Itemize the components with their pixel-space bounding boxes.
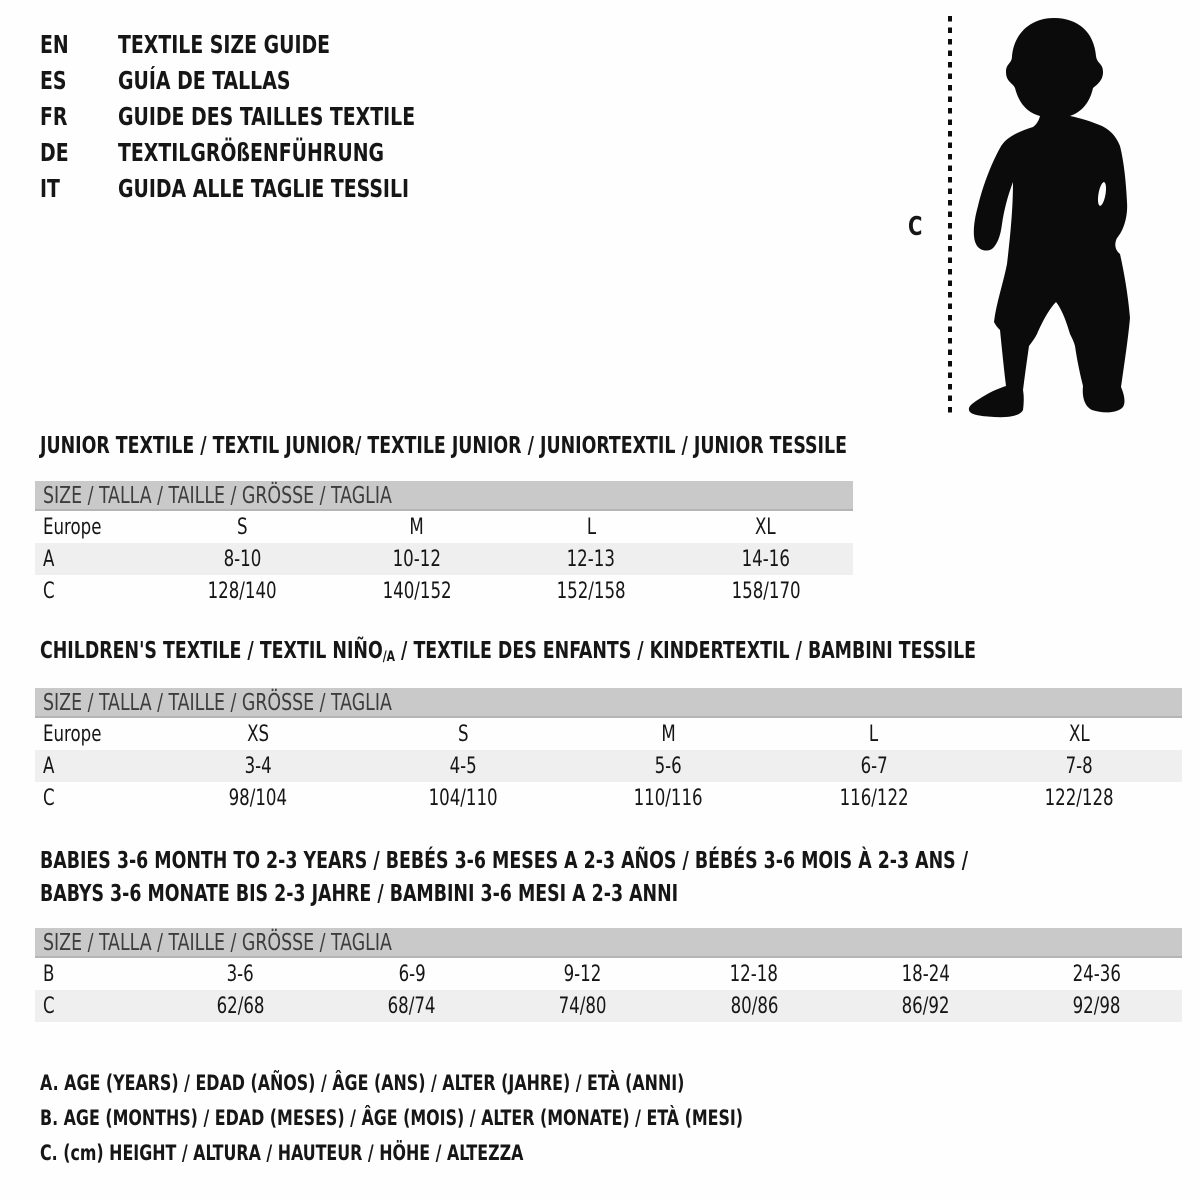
language-row-es	[40, 62, 472, 98]
table-cell: 12-13	[567, 546, 616, 572]
table-cell: 6-7	[860, 753, 888, 779]
table-row	[35, 750, 1182, 782]
section-title-children: CHILDREN'S TEXTILE / TEXTIL NIÑO/A / TEXTILE DES ENFANTS / KINDERTEXTIL / BAMBINI TESSILE	[40, 638, 977, 666]
table-row	[35, 718, 1182, 750]
table-row	[35, 958, 1182, 990]
table-cell: 122/128	[1044, 785, 1114, 811]
language-title: GUÍA DE TALLAS	[118, 65, 291, 95]
size-header: SIZE / TALLA / TAILLE / GRÖSSE / TAGLIA	[43, 690, 392, 716]
table-cell: 3-6	[227, 961, 255, 987]
language-code: FR	[40, 101, 68, 131]
section-title-junior: JUNIOR TEXTILE / TEXTIL JUNIOR/ TEXTILE JUNIOR / JUNIORTEXTIL / JUNIOR TESSILE	[40, 433, 847, 459]
table-cell: 18-24	[901, 961, 950, 987]
table-cell: 6-9	[398, 961, 426, 987]
table-cell: XS	[246, 721, 269, 747]
table-cell: 8-10	[223, 546, 262, 572]
size-header: SIZE / TALLA / TAILLE / GRÖSSE / TAGLIA	[43, 483, 392, 509]
table-row	[35, 575, 853, 607]
table-cell: 3-4	[244, 753, 272, 779]
size-table-babies	[35, 928, 1182, 1022]
section-title-babies-line2: BABYS 3-6 MONATE BIS 2-3 JAHRE / BAMBINI 3-6 MESI A 2-3 ANNI	[40, 881, 679, 907]
size-table-children	[35, 688, 1182, 814]
table-cell: 7-8	[1065, 753, 1093, 779]
language-title: TEXTILE SIZE GUIDE	[118, 29, 331, 59]
size-table-junior	[35, 481, 853, 607]
table-cell: L	[869, 721, 879, 747]
table-cell: 80/86	[730, 993, 779, 1019]
table-cell: S	[457, 721, 469, 747]
table-cell: 62/68	[216, 993, 265, 1019]
language-code: ES	[40, 65, 67, 95]
table-row	[35, 990, 1182, 1022]
language-title: GUIDE DES TAILLES TEXTILE	[118, 101, 416, 131]
table-cell: 116/122	[839, 785, 909, 811]
language-title: GUIDA ALLE TAGLIE TESSILI	[118, 173, 410, 203]
table-cell: S	[236, 514, 248, 540]
row-label: Europe	[43, 514, 102, 540]
table-cell: L	[586, 514, 596, 540]
size-header: SIZE / TALLA / TAILLE / GRÖSSE / TAGLIA	[43, 930, 392, 956]
section-title-babies-line1: BABIES 3-6 MONTH TO 2-3 YEARS / BEBÉS 3-6 MESES A 2-3 AÑOS / BÉBÉS 3-6 MOIS À 2-3 ANS /	[40, 848, 969, 874]
table-cell: M	[409, 514, 424, 540]
row-label: C	[43, 993, 55, 1019]
height-measure-dashed-line	[948, 16, 952, 418]
table-row	[35, 543, 853, 575]
language-row-en	[40, 26, 472, 62]
table-cell: 9-12	[564, 961, 602, 987]
table-cell: 74/80	[558, 993, 607, 1019]
table-cell: 104/110	[428, 785, 498, 811]
language-row-fr	[40, 98, 472, 134]
table-cell: 12-18	[729, 961, 779, 987]
row-label: C	[43, 785, 55, 811]
table-cell: M	[661, 721, 676, 747]
language-code: IT	[40, 173, 60, 203]
measure-legend	[40, 1066, 877, 1171]
language-list	[40, 26, 472, 206]
table-cell: 158/170	[731, 578, 801, 604]
table-cell: 152/158	[556, 578, 626, 604]
table-cell: 110/116	[633, 785, 704, 811]
table-row	[35, 782, 1182, 814]
legend-line-b: B. AGE (MONTHS) / EDAD (MESES) / ÂGE (MOIS) / ALTER (MONATE) / ETÀ (MESI)	[40, 1106, 744, 1130]
toddler-silhouette-icon	[962, 14, 1142, 419]
table-cell: 14-16	[741, 546, 790, 572]
language-row-de	[40, 134, 472, 170]
table-cell: 140/152	[382, 578, 452, 604]
language-row-it	[40, 170, 472, 206]
table-cell: 68/74	[387, 993, 436, 1019]
table-cell: XL	[1068, 721, 1090, 747]
legend-line-a: A. AGE (YEARS) / EDAD (AÑOS) / ÂGE (ANS) / ALTER (JAHRE) / ETÀ (ANNI)	[40, 1071, 685, 1095]
table-cell: 10-12	[392, 546, 441, 572]
table-cell: 5-6	[654, 753, 683, 779]
height-measure-label: C	[908, 212, 923, 242]
table-row	[35, 511, 853, 543]
table-cell: 98/104	[228, 785, 287, 811]
table-cell: XL	[755, 514, 777, 540]
table-cell: 4-5	[449, 753, 477, 779]
language-title: TEXTILGRÖßENFÜHRUNG	[118, 137, 385, 167]
table-cell: 24-36	[1072, 961, 1121, 987]
row-label: A	[43, 546, 55, 572]
language-code: EN	[40, 29, 69, 59]
table-cell: 128/140	[207, 578, 277, 604]
legend-line-c: C. (cm) HEIGHT / ALTURA / HAUTEUR / HÖHE / ALTEZZA	[40, 1141, 524, 1165]
row-label: A	[43, 753, 55, 779]
row-label: C	[43, 578, 55, 604]
table-cell: 92/98	[1072, 993, 1121, 1019]
row-label: Europe	[43, 721, 102, 747]
language-code: DE	[40, 137, 69, 167]
table-cell: 86/92	[901, 993, 950, 1019]
row-label: B	[43, 961, 55, 987]
